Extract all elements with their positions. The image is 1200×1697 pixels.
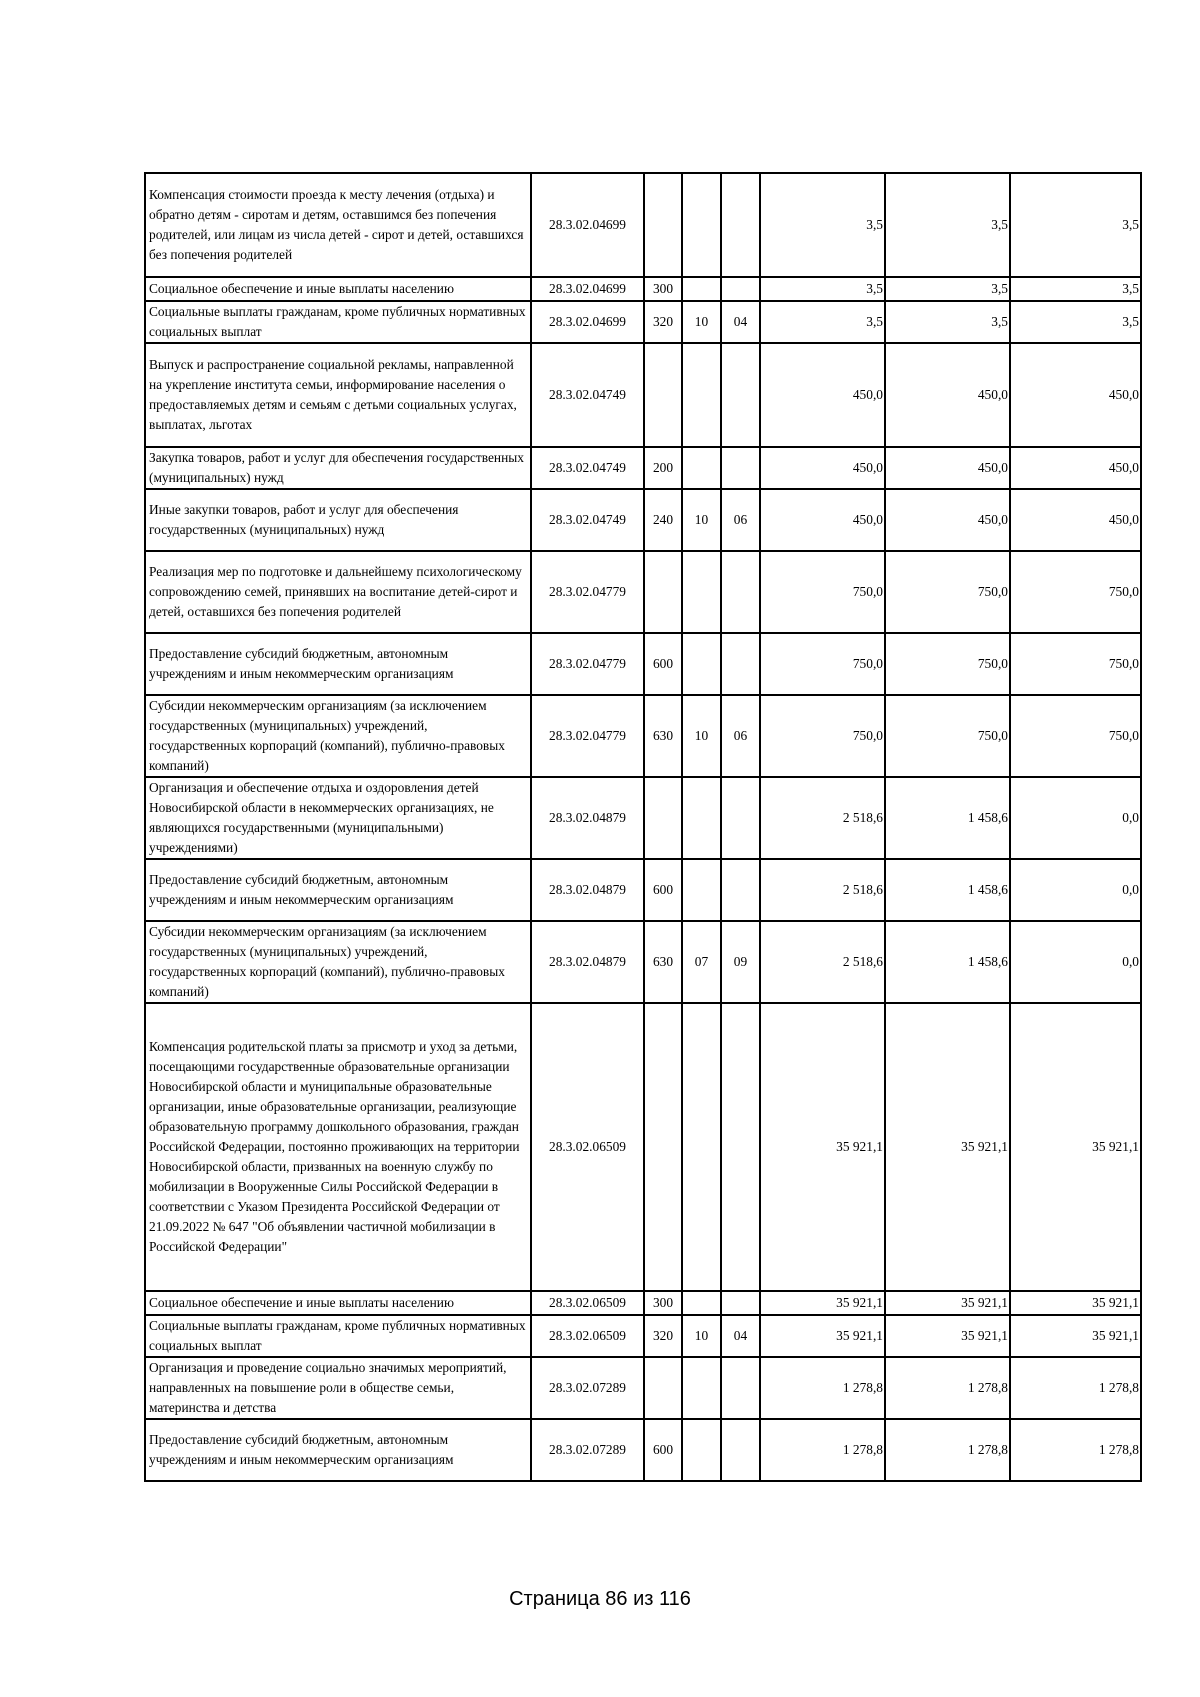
row-vr-code: 600 xyxy=(644,859,682,921)
row-sum-year2: 3,5 xyxy=(885,173,1010,277)
row-sum-year3: 750,0 xyxy=(1010,695,1141,777)
row-rz-code: 10 xyxy=(682,1315,721,1357)
row-vr-code: 600 xyxy=(644,633,682,695)
row-sum-year1: 35 921,1 xyxy=(760,1003,885,1291)
row-sum-year1: 750,0 xyxy=(760,633,885,695)
row-csr-code: 28.3.02.07289 xyxy=(531,1357,644,1419)
row-vr-code xyxy=(644,1003,682,1291)
row-csr-code: 28.3.02.06509 xyxy=(531,1291,644,1315)
row-csr-code: 28.3.02.06509 xyxy=(531,1315,644,1357)
row-sum-year3: 750,0 xyxy=(1010,551,1141,633)
table-row xyxy=(145,1291,1141,1315)
row-sum-year3: 750,0 xyxy=(1010,633,1141,695)
row-name: Предоставление субсидий бюджетным, автономным учреждениям и иным некоммерческим организациям xyxy=(145,1419,531,1481)
row-sum-year1: 1 278,8 xyxy=(760,1419,885,1481)
row-name: Компенсация родительской платы за присмотр и уход за детьми, посещающими государственные образовательные организации Новосибирской области и муниципальные образовательные организации, иные образовательные организации, реализующие образовательную программу дошкольного образования, граждан Российской Федерации, постоянно проживающих на территории Новосибирской области, призванных на военную службу по мобилизации в Вооруженные Силы Российской Федерации в соответствии с Указом Президента Российской Федерации от 21.09.2022 № 647 "Об объявлении частичной мобилизации в Российской Федерации" xyxy=(145,1003,531,1291)
budget-table xyxy=(144,172,1142,1482)
row-rz-code xyxy=(682,1357,721,1419)
row-sum-year3: 3,5 xyxy=(1010,277,1141,301)
row-name: Субсидии некоммерческим организациям (за исключением государственных (муниципальных) учреждений, государственных корпораций (компаний), публично-правовых компаний) xyxy=(145,921,531,1003)
row-vr-code: 630 xyxy=(644,921,682,1003)
row-sum-year3: 450,0 xyxy=(1010,343,1141,447)
row-sum-year3: 35 921,1 xyxy=(1010,1003,1141,1291)
row-sum-year3: 3,5 xyxy=(1010,301,1141,343)
row-sum-year2: 450,0 xyxy=(885,447,1010,489)
row-pr-code xyxy=(721,1419,760,1481)
row-name: Предоставление субсидий бюджетным, автономным учреждениям и иным некоммерческим организациям xyxy=(145,859,531,921)
row-name: Реализация мер по подготовке и дальнейшему психологическому сопровождению семей, принявших на воспитание детей-сирот и детей, оставшихся без попечения родителей xyxy=(145,551,531,633)
row-pr-code xyxy=(721,551,760,633)
row-sum-year1: 2 518,6 xyxy=(760,859,885,921)
table-row xyxy=(145,551,1141,633)
row-rz-code xyxy=(682,551,721,633)
row-rz-code xyxy=(682,1003,721,1291)
row-vr-code: 320 xyxy=(644,301,682,343)
row-name: Организация и обеспечение отдыха и оздоровления детей Новосибирской области в некоммерческих организациях, не являющихся государственными (муниципальными) учреждениями) xyxy=(145,777,531,859)
row-vr-code: 300 xyxy=(644,277,682,301)
row-csr-code: 28.3.02.04779 xyxy=(531,551,644,633)
row-sum-year1: 450,0 xyxy=(760,489,885,551)
row-sum-year3: 450,0 xyxy=(1010,489,1141,551)
row-pr-code: 09 xyxy=(721,921,760,1003)
row-rz-code xyxy=(682,447,721,489)
row-csr-code: 28.3.02.04879 xyxy=(531,777,644,859)
row-pr-code xyxy=(721,277,760,301)
row-vr-code: 200 xyxy=(644,447,682,489)
row-vr-code xyxy=(644,1357,682,1419)
table-row xyxy=(145,633,1141,695)
table-row xyxy=(145,277,1141,301)
row-name: Социальное обеспечение и иные выплаты населению xyxy=(145,277,531,301)
row-name: Социальные выплаты гражданам, кроме публичных нормативных социальных выплат xyxy=(145,301,531,343)
row-csr-code: 28.3.02.04879 xyxy=(531,921,644,1003)
row-sum-year2: 750,0 xyxy=(885,633,1010,695)
row-pr-code xyxy=(721,447,760,489)
row-name: Компенсация стоимости проезда к месту лечения (отдыха) и обратно детям - сиротам и детям, оставшимся без попечения родителей, или лицам из числа детей - сирот и детей, оставшихся без попечения родителей xyxy=(145,173,531,277)
row-sum-year2: 35 921,1 xyxy=(885,1003,1010,1291)
row-sum-year1: 450,0 xyxy=(760,447,885,489)
row-sum-year1: 750,0 xyxy=(760,695,885,777)
row-csr-code: 28.3.02.04699 xyxy=(531,277,644,301)
row-csr-code: 28.3.02.04699 xyxy=(531,301,644,343)
row-rz-code: 10 xyxy=(682,489,721,551)
row-sum-year3: 35 921,1 xyxy=(1010,1291,1141,1315)
row-sum-year2: 750,0 xyxy=(885,695,1010,777)
table-row xyxy=(145,1003,1141,1291)
table-row xyxy=(145,173,1141,277)
row-csr-code: 28.3.02.04879 xyxy=(531,859,644,921)
row-rz-code: 10 xyxy=(682,695,721,777)
row-csr-code: 28.3.02.04749 xyxy=(531,489,644,551)
row-name: Иные закупки товаров, работ и услуг для обеспечения государственных (муниципальных) нужд xyxy=(145,489,531,551)
row-pr-code xyxy=(721,343,760,447)
row-name: Предоставление субсидий бюджетным, автономным учреждениям и иным некоммерческим организациям xyxy=(145,633,531,695)
row-sum-year2: 1 278,8 xyxy=(885,1419,1010,1481)
row-sum-year1: 3,5 xyxy=(760,277,885,301)
table-row xyxy=(145,921,1141,1003)
row-name: Организация и проведение социально значимых мероприятий, направленных на повышение роли в обществе семьи, материнства и детства xyxy=(145,1357,531,1419)
row-sum-year3: 3,5 xyxy=(1010,173,1141,277)
row-csr-code: 28.3.02.04749 xyxy=(531,447,644,489)
row-vr-code xyxy=(644,551,682,633)
row-sum-year2: 35 921,1 xyxy=(885,1291,1010,1315)
row-vr-code: 600 xyxy=(644,1419,682,1481)
row-rz-code xyxy=(682,1291,721,1315)
table-row xyxy=(145,489,1141,551)
row-vr-code: 320 xyxy=(644,1315,682,1357)
table-row xyxy=(145,1315,1141,1357)
row-csr-code: 28.3.02.04779 xyxy=(531,695,644,777)
row-pr-code: 04 xyxy=(721,301,760,343)
row-sum-year2: 3,5 xyxy=(885,301,1010,343)
row-rz-code xyxy=(682,173,721,277)
row-sum-year1: 450,0 xyxy=(760,343,885,447)
row-sum-year2: 1 458,6 xyxy=(885,859,1010,921)
row-sum-year3: 0,0 xyxy=(1010,859,1141,921)
row-sum-year1: 3,5 xyxy=(760,301,885,343)
row-pr-code: 06 xyxy=(721,489,760,551)
row-rz-code xyxy=(682,777,721,859)
row-vr-code xyxy=(644,777,682,859)
row-name: Социальное обеспечение и иные выплаты населению xyxy=(145,1291,531,1315)
row-sum-year1: 1 278,8 xyxy=(760,1357,885,1419)
row-sum-year3: 1 278,8 xyxy=(1010,1357,1141,1419)
row-sum-year3: 35 921,1 xyxy=(1010,1315,1141,1357)
row-sum-year2: 750,0 xyxy=(885,551,1010,633)
row-sum-year2: 450,0 xyxy=(885,489,1010,551)
row-sum-year2: 450,0 xyxy=(885,343,1010,447)
row-vr-code: 630 xyxy=(644,695,682,777)
row-sum-year3: 450,0 xyxy=(1010,447,1141,489)
table-row xyxy=(145,343,1141,447)
row-csr-code: 28.3.02.07289 xyxy=(531,1419,644,1481)
row-sum-year2: 3,5 xyxy=(885,277,1010,301)
row-rz-code xyxy=(682,343,721,447)
row-sum-year3: 0,0 xyxy=(1010,777,1141,859)
row-sum-year3: 0,0 xyxy=(1010,921,1141,1003)
table-row xyxy=(145,777,1141,859)
row-pr-code xyxy=(721,1357,760,1419)
table-row xyxy=(145,447,1141,489)
row-sum-year1: 35 921,1 xyxy=(760,1315,885,1357)
row-sum-year1: 3,5 xyxy=(760,173,885,277)
row-pr-code xyxy=(721,633,760,695)
table-row xyxy=(145,1419,1141,1481)
row-csr-code: 28.3.02.04749 xyxy=(531,343,644,447)
row-pr-code xyxy=(721,777,760,859)
row-vr-code: 240 xyxy=(644,489,682,551)
row-rz-code xyxy=(682,1419,721,1481)
table-row xyxy=(145,859,1141,921)
row-vr-code xyxy=(644,343,682,447)
row-sum-year1: 2 518,6 xyxy=(760,921,885,1003)
row-pr-code xyxy=(721,173,760,277)
row-rz-code xyxy=(682,859,721,921)
row-csr-code: 28.3.02.06509 xyxy=(531,1003,644,1291)
table-body xyxy=(145,173,1141,1481)
row-pr-code: 06 xyxy=(721,695,760,777)
row-rz-code: 10 xyxy=(682,301,721,343)
table-row xyxy=(145,695,1141,777)
row-sum-year2: 1 278,8 xyxy=(885,1357,1010,1419)
row-sum-year1: 35 921,1 xyxy=(760,1291,885,1315)
row-pr-code xyxy=(721,1003,760,1291)
row-csr-code: 28.3.02.04779 xyxy=(531,633,644,695)
row-pr-code xyxy=(721,1291,760,1315)
row-csr-code: 28.3.02.04699 xyxy=(531,173,644,277)
row-sum-year1: 750,0 xyxy=(760,551,885,633)
row-vr-code xyxy=(644,173,682,277)
row-sum-year1: 2 518,6 xyxy=(760,777,885,859)
row-name: Закупка товаров, работ и услуг для обеспечения государственных (муниципальных) нужд xyxy=(145,447,531,489)
row-pr-code xyxy=(721,859,760,921)
row-sum-year3: 1 278,8 xyxy=(1010,1419,1141,1481)
row-rz-code xyxy=(682,277,721,301)
row-name: Выпуск и распространение социальной рекламы, направленной на укрепление института семьи, информирование населения о предоставляемых детям и семьям с детьми социальных услугах, выплатах, льготах xyxy=(145,343,531,447)
table-row xyxy=(145,1357,1141,1419)
row-vr-code: 300 xyxy=(644,1291,682,1315)
row-rz-code xyxy=(682,633,721,695)
table-row xyxy=(145,301,1141,343)
row-rz-code: 07 xyxy=(682,921,721,1003)
row-name: Социальные выплаты гражданам, кроме публичных нормативных социальных выплат xyxy=(145,1315,531,1357)
row-pr-code: 04 xyxy=(721,1315,760,1357)
row-sum-year2: 1 458,6 xyxy=(885,921,1010,1003)
row-name: Субсидии некоммерческим организациям (за исключением государственных (муниципальных) учреждений, государственных корпораций (компаний), публично-правовых компаний) xyxy=(145,695,531,777)
page-number: Страница 86 из 116 xyxy=(509,1588,691,1610)
row-sum-year2: 35 921,1 xyxy=(885,1315,1010,1357)
row-sum-year2: 1 458,6 xyxy=(885,777,1010,859)
